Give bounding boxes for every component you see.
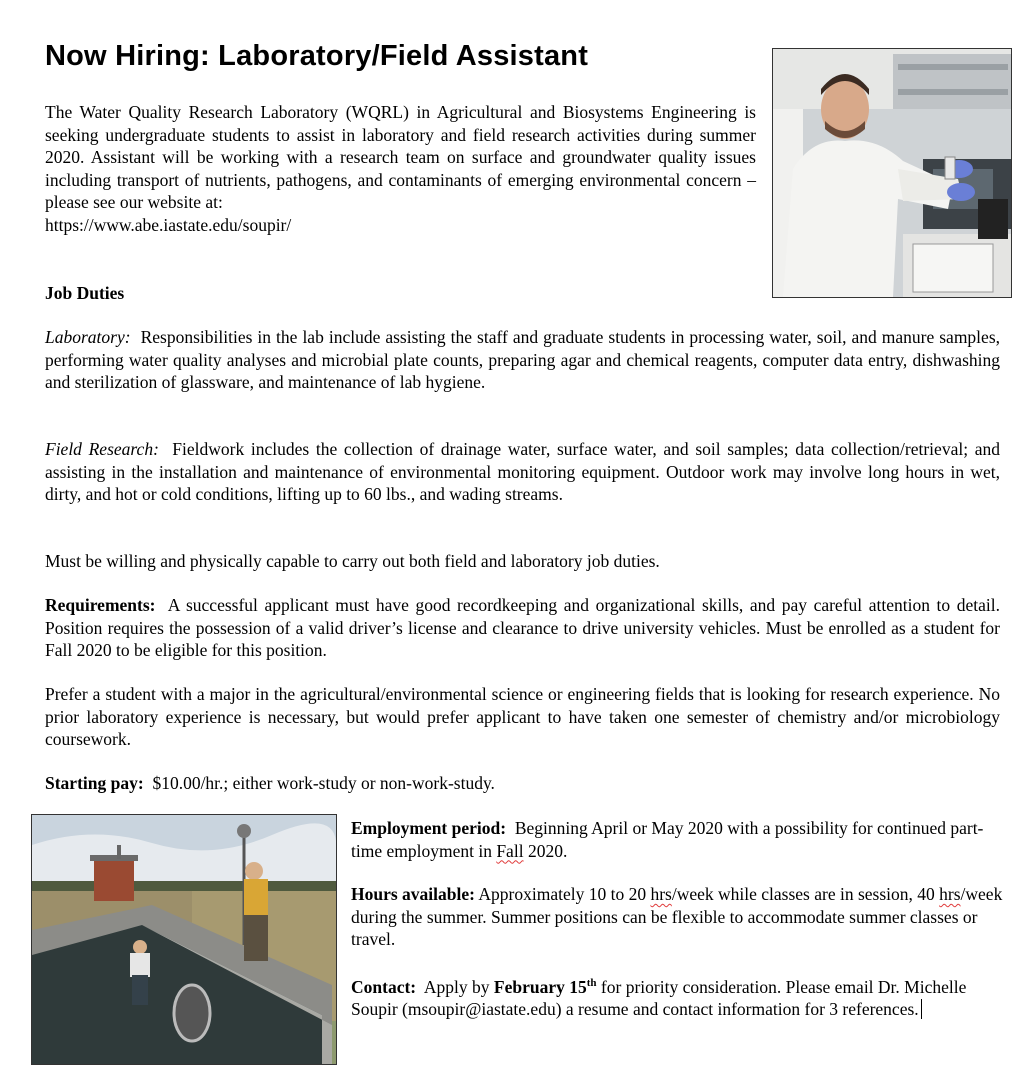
field-photo: [31, 814, 337, 1065]
website-link[interactable]: https://www.abe.iastate.edu/soupir/: [45, 214, 292, 235]
hours-label: Hours available:: [351, 884, 475, 904]
contact-label: Contact:: [351, 976, 417, 997]
lab-photo-illustration: [773, 49, 1011, 297]
laboratory-paragraph: [45, 326, 1000, 394]
employment-period-label: Employment period:: [351, 818, 507, 838]
prefer-paragraph: Prefer a student with a major in the agricultural/environmental science or engineering fields that is looking for research experience. No prior laboratory experience is necessary, but would prefer applicant to have taken one semester of chemistry and/or microbiology coursework.: [45, 684, 1000, 750]
requirements-text: A successful applicant must have good recordkeeping and organizational skills, and pay careful attention to detail. Position requires the possession of a valid driver’s license and clearance to drive university vehicles. Must be enrolled as a student for Fall 2020 to be eligible for this position.: [45, 595, 1000, 661]
intro-text: The Water Quality Research Laboratory (WQRL) in Agricultural and Biosystems Engineering is seeking undergraduate students to assist in laboratory and field research activities during summer 2020. Assistant will be working with a research team on surface and groundwater quality issues including transport of nutrients, pathogens, and contaminants of emerging environmental concern – please see our website at:: [45, 102, 756, 213]
hours-available-paragraph: Hours available: Approximately 10 to 20 hrs/week while classes are in session, 40 hrs/week during the summer. Summer positions can be flexible to accommodate summer classes or travel.: [351, 884, 1003, 950]
starting-pay-text: $10.00/hr.; either work-study or non-work-study.: [152, 773, 495, 793]
fall-word: Fall: [496, 840, 524, 861]
field-research-paragraph: [45, 438, 1000, 506]
intro-paragraph: [45, 101, 756, 237]
willing-statement: Must be willing and physically capable to carry out both field and laboratory job duties.: [45, 551, 660, 571]
deadline: February 15th: [493, 976, 597, 997]
job-duties-heading: Job Duties: [45, 283, 125, 303]
field-text: Fieldwork includes the collection of drainage water, surface water, and soil samples; data collection/retrieval; and assisting in the installation and maintenance of environmental monitoring equipment. Outdoor work may involve long hours in wet, dirty, and hot or cold conditions, lifting up to 60 lbs., and wading streams.: [45, 439, 1000, 505]
laboratory-text: Responsibilities in the lab include assisting the staff and graduate students in processing water, soil, and manure samples, performing water quality analyses and microbial plate counts, preparing agar and chemical reagents, computer data entry, dishwashing and sterilization of glassware, and maintenance of lab hygiene.: [45, 327, 1000, 393]
page-title: Now Hiring: Laboratory/Field Assistant: [45, 40, 589, 72]
requirements-paragraph: [45, 594, 1000, 662]
text-cursor: [921, 999, 922, 1019]
starting-pay-label: Starting pay:: [45, 773, 144, 793]
employment-period-paragraph: Employment period: Beginning April or May 2020 with a possibility for continued part-time employment in Fall 2020.: [351, 818, 984, 861]
field-photo-illustration: [32, 815, 336, 1064]
field-label: Field Research:: [45, 439, 159, 459]
lab-photo: [772, 48, 1012, 298]
requirements-label: Requirements:: [45, 595, 156, 615]
laboratory-label: Laboratory:: [45, 327, 131, 347]
starting-pay-paragraph: [45, 772, 1000, 795]
contact-paragraph: Contact: Apply by February 15th for priority consideration. Please email Dr. Michelle Soupir (msoupir@iastate.edu) a resume and contact information for 3 references.: [351, 976, 967, 1020]
